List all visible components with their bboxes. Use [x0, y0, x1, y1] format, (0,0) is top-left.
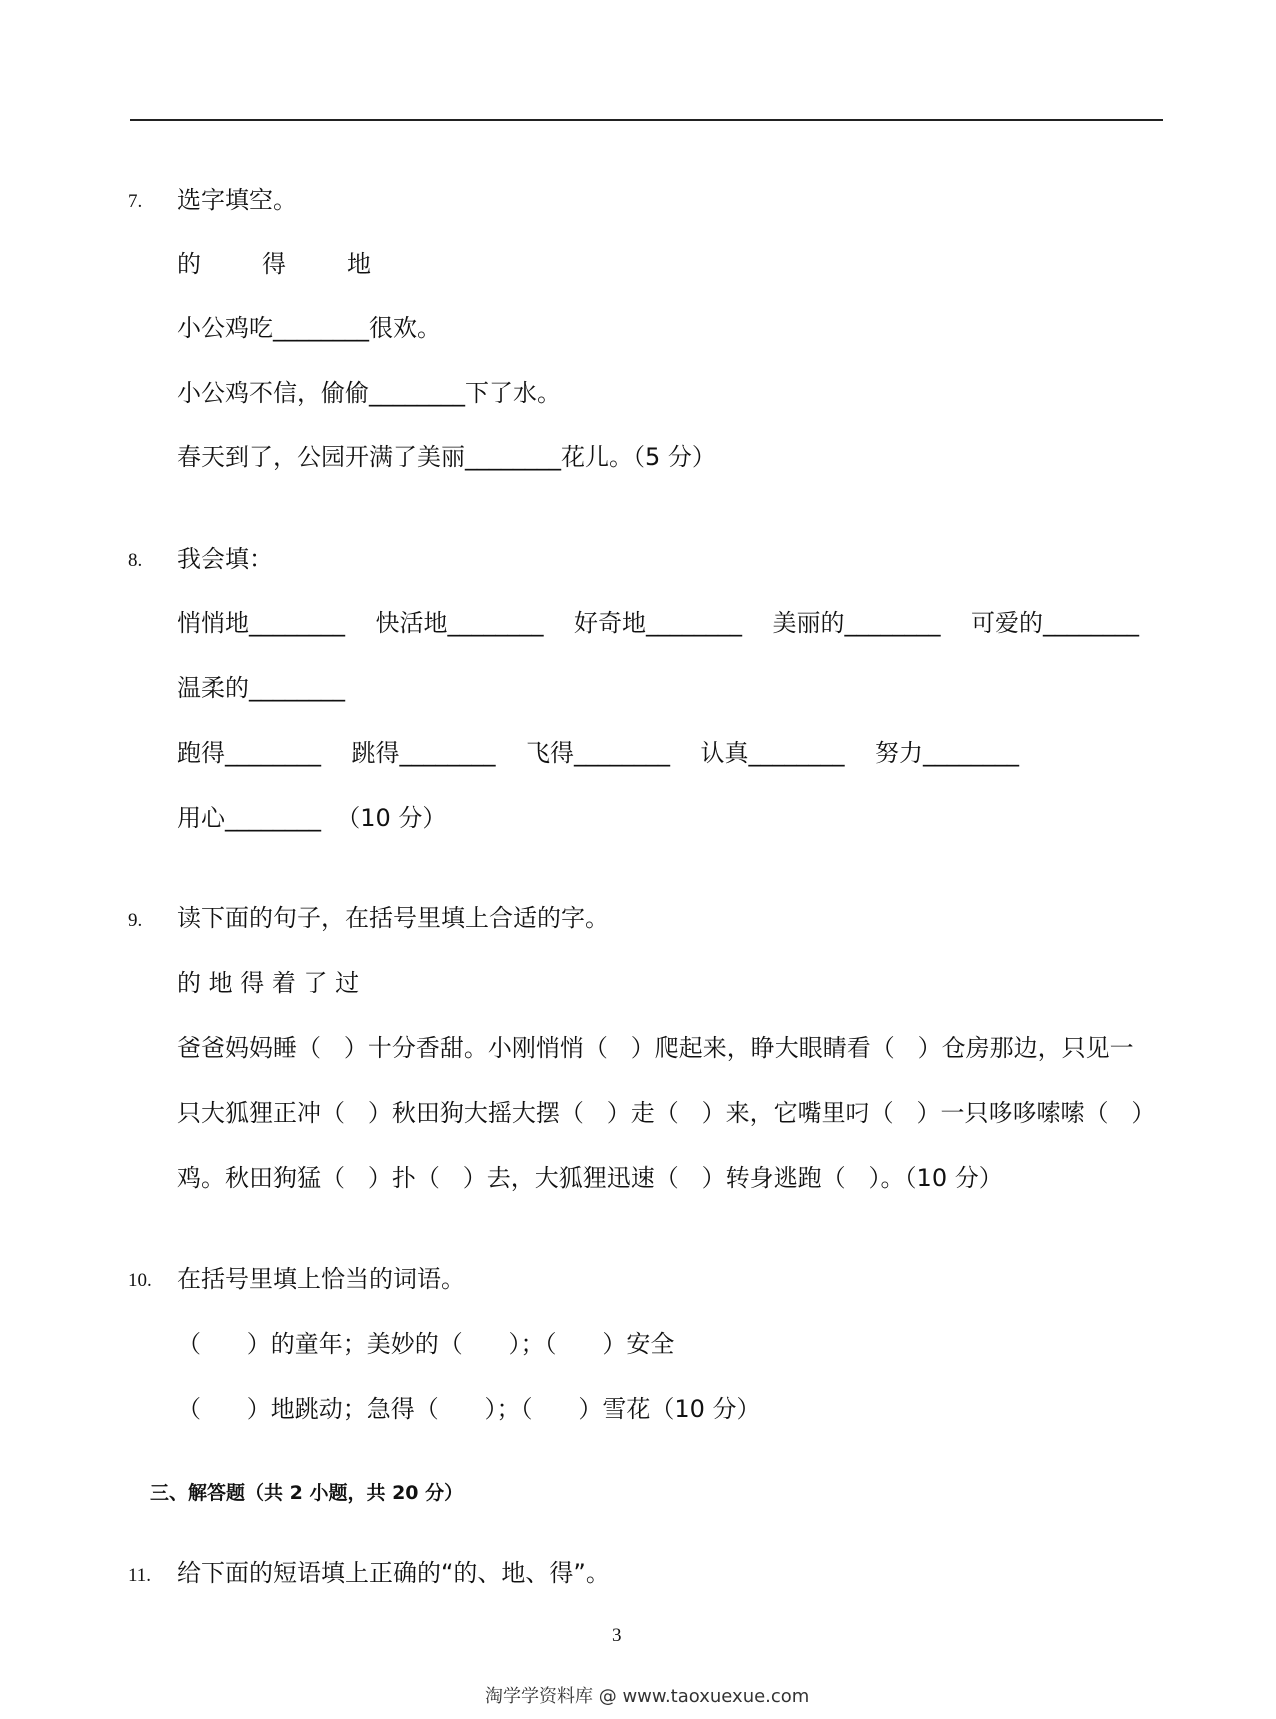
question-9-prompt: 读下面的句子，在括号里填上合适的字。	[177, 904, 609, 932]
section-three-heading: 三、解答题（共 2 小题，共 20 分）	[150, 1482, 464, 1504]
footer-watermark: 淘学学资料库 @ www.taoxuexue.com	[485, 1686, 810, 1707]
question-9-line: 鸡。秋田狗猛（ ）扑（ ）去，大狐狸迅速（ ）转身逃跑（ ）。（10 分）	[177, 1164, 1003, 1192]
question-9-number: 9.	[128, 910, 143, 931]
question-7-line: 小公鸡不信，偷偷________下了水。	[177, 379, 561, 407]
question-10-prompt: 在括号里填上恰当的词语。	[177, 1265, 465, 1293]
question-7-number: 7.	[128, 191, 143, 212]
question-7-prompt: 选字填空。	[177, 186, 297, 214]
question-7-line: 小公鸡吃________很欢。	[177, 314, 441, 342]
question-10-line: （ ）地跳动；急得（ ）；（ ）雪花（10 分）	[177, 1395, 761, 1423]
question-9-options: 的 地 得 着 了 过	[177, 969, 360, 997]
question-7-line: 春天到了，公园开满了美丽________花儿。（5 分）	[177, 443, 716, 471]
question-8-number: 8.	[128, 550, 143, 571]
question-7-options: 的 得 地	[177, 250, 372, 278]
question-8-prompt: 我会填：	[177, 545, 273, 573]
question-11-number: 11.	[128, 1565, 152, 1586]
page-number: 3	[612, 1625, 622, 1646]
question-8-line: 温柔的________	[177, 674, 345, 702]
question-11-prompt: 给下面的短语填上正确的“的、地、得”。	[177, 1559, 610, 1587]
question-10-number: 10.	[128, 1270, 152, 1291]
question-8-line: 用心________ （10 分）	[177, 804, 447, 832]
question-9-line: 爸爸妈妈睡（ ）十分香甜。小刚悄悄（ ）爬起来，睁大眼睛看（ ）仓房那边，只见一	[177, 1034, 1134, 1062]
question-9-line: 只大狐狸正冲（ ）秋田狗大摇大摆（ ）走（ ）来，它嘴里叼（ ）一只哆哆嗦嗦（ ）	[177, 1099, 1156, 1127]
question-8-line: 悄悄地________ 快活地________ 好奇地________ 美丽的________ 可爱的________	[177, 609, 1140, 637]
header-rule	[130, 119, 1163, 121]
question-10-line: （ ）的童年；美妙的（ ）；（ ）安全	[177, 1330, 675, 1358]
question-8-line: 跑得________ 跳得________ 飞得________ 认真________ 努力________	[177, 739, 1020, 767]
